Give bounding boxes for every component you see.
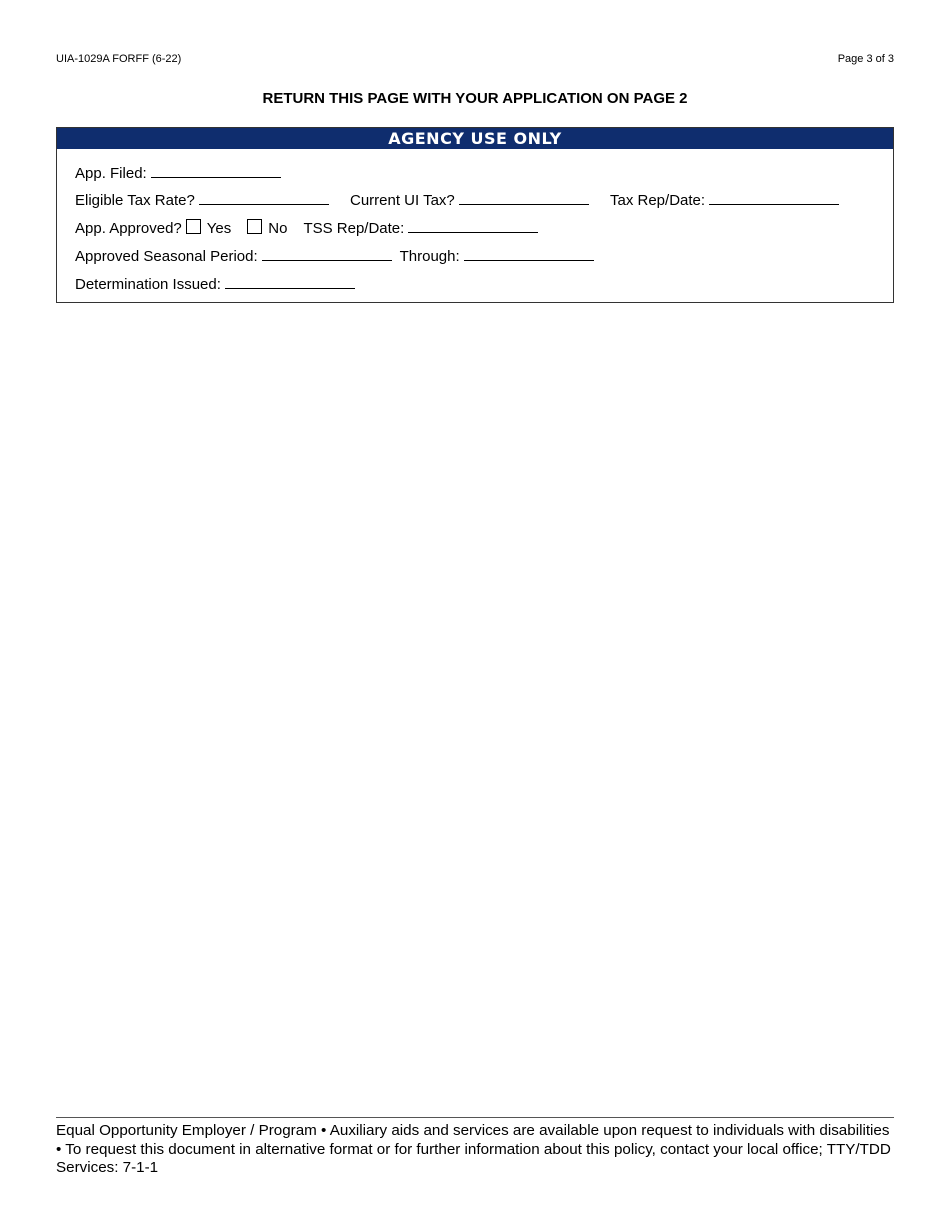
app-filed-row [75,163,281,183]
approved-seasonal-period-field[interactable] [262,246,392,261]
form-id: UIA-1029A FORFF (6-22) [56,53,182,65]
seasonal-period-row [75,246,594,266]
eligible-tax-rate-label: Eligible Tax Rate? [75,192,195,209]
agency-use-only-header: AGENCY USE ONLY [57,128,893,149]
yes-label: Yes [206,220,232,237]
return-instruction: RETURN THIS PAGE WITH YOUR APPLICATION ON PAGE 2 [262,90,688,107]
tax-row [75,190,885,210]
determination-issued-label: Determination Issued: [75,276,221,293]
determination-issued-field[interactable] [225,274,355,289]
approved-seasonal-period-label: Approved Seasonal Period: [75,248,258,265]
footer-divider [56,1117,894,1118]
app-filed-field[interactable] [151,163,281,178]
current-ui-tax-label: Current UI Tax? [350,192,455,209]
agency-use-only-section [56,127,894,303]
approved-yes-checkbox[interactable] [186,219,201,234]
app-approved-label: App. Approved? [75,220,182,237]
no-label: No [268,220,288,237]
through-label: Through: [399,248,460,265]
app-filed-label: App. Filed: [75,165,147,182]
page-number: Page 3 of 3 [837,53,894,65]
tss-rep-date-field[interactable] [408,218,538,233]
through-field[interactable] [464,246,594,261]
equal-opportunity-notice: Equal Opportunity Employer / Program • Auxiliary aids and services are available upon request to individuals with disabilities • To request this document in alternative format or for further information about this policy, contact your local office; TTY/TDD Services: 7-1-1 [56,1122,891,1176]
tax-rep-date-label: Tax Rep/Date: [610,192,706,209]
current-ui-tax-field[interactable] [459,190,589,205]
approved-no-checkbox[interactable] [247,219,262,234]
determination-issued-row [75,274,355,294]
app-approved-row [75,218,538,238]
eligible-tax-rate-field[interactable] [199,190,329,205]
tss-rep-date-label: TSS Rep/Date: [303,220,405,237]
tax-rep-date-field[interactable] [709,190,839,205]
